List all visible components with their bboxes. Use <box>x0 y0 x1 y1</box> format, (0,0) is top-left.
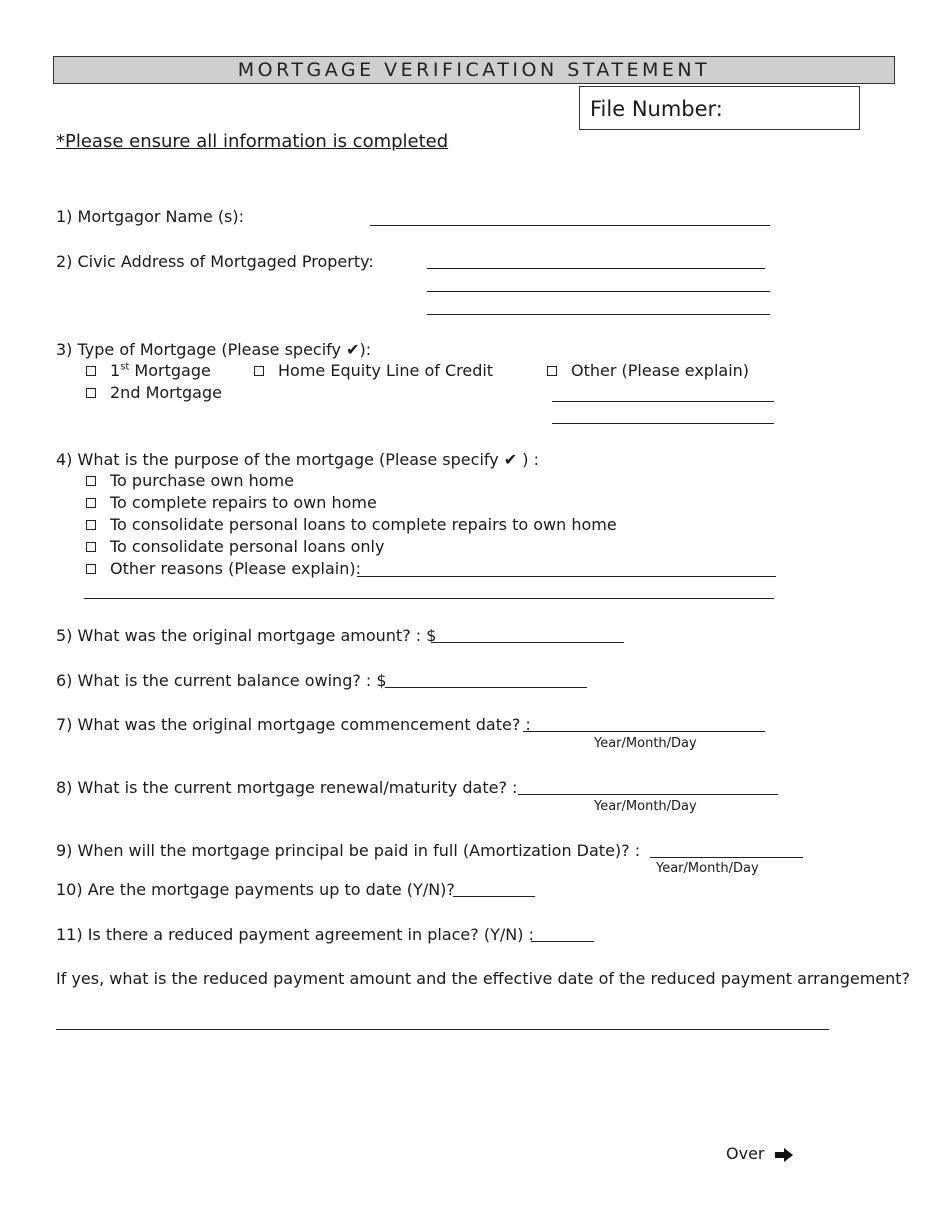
over-label: Over <box>726 1144 765 1163</box>
other-type-label: Other (Please explain) <box>571 361 750 380</box>
q2-label: 2) Civic Address of Mortgaged Property: <box>56 252 374 271</box>
purpose-option-4: To consolidate personal loans only <box>110 537 385 556</box>
purpose-option-2: To complete repairs to own home <box>110 493 377 512</box>
home-equity-checkbox[interactable] <box>254 366 264 376</box>
purpose-option-3: To consolidate personal loans to complete repairs to own home <box>110 515 617 534</box>
purpose-option-5: Other reasons (Please explain): <box>110 559 361 578</box>
q5-label: 5) What was the original mortgage amount? : $ <box>56 626 437 645</box>
purpose-checkbox-5[interactable] <box>86 564 96 574</box>
purpose-checkbox-2[interactable] <box>86 498 96 508</box>
other-type-line-1[interactable] <box>552 401 774 402</box>
other-type-checkbox[interactable] <box>547 366 557 376</box>
q6-label: 6) What is the current balance owing? : $ <box>56 671 387 690</box>
other-type-line-2[interactable] <box>552 423 774 424</box>
first-mortgage-checkbox[interactable] <box>86 366 96 376</box>
address-line-1[interactable] <box>427 268 765 269</box>
purpose-option-1: To purchase own home <box>110 471 294 490</box>
form-title: MORTGAGE VERIFICATION STATEMENT <box>53 56 895 84</box>
payments-up-to-date-line[interactable] <box>453 896 535 897</box>
current-balance-line[interactable] <box>385 687 587 688</box>
purpose-checkbox-4[interactable] <box>86 542 96 552</box>
followup-question: If yes, what is the reduced payment amount and the effective date of the reduced payment arrangement? <box>56 969 911 988</box>
commencement-date-hint: Year/Month/Day <box>594 736 697 751</box>
q9-label: 9) When will the mortgage principal be paid in full (Amortization Date)? : <box>56 841 641 860</box>
other-reasons-line-1[interactable] <box>357 576 776 577</box>
mortgagor-name-line[interactable] <box>370 225 770 226</box>
second-mortgage-checkbox[interactable] <box>86 388 96 398</box>
amortization-date-hint: Year/Month/Day <box>656 861 759 876</box>
q8-label: 8) What is the current mortgage renewal/maturity date? : <box>56 778 518 797</box>
file-number-field[interactable]: File Number: <box>579 86 860 130</box>
purpose-checkbox-1[interactable] <box>86 476 96 486</box>
purpose-checkbox-3[interactable] <box>86 520 96 530</box>
home-equity-label: Home Equity Line of Credit <box>278 361 494 380</box>
q11-label: 11) Is there a reduced payment agreement in place? (Y/N) : <box>56 925 534 944</box>
followup-answer-line[interactable] <box>56 1029 829 1030</box>
q1-label: 1) Mortgagor Name (s): <box>56 207 245 226</box>
renewal-date-hint: Year/Month/Day <box>594 799 697 814</box>
other-reasons-line-2[interactable] <box>84 598 774 599</box>
over-indicator <box>726 1144 794 1164</box>
reduced-agreement-line[interactable] <box>531 941 594 942</box>
amortization-date-line[interactable] <box>650 857 803 858</box>
q4-label: 4) What is the purpose of the mortgage (Please specify ✔ ) : <box>56 450 539 469</box>
second-mortgage-label: 2nd Mortgage <box>110 383 222 402</box>
address-line-2[interactable] <box>427 291 770 292</box>
completion-notice: *Please ensure all information is completed <box>56 131 449 152</box>
first-mortgage-label: 1st Mortgage <box>110 361 211 380</box>
original-amount-line[interactable] <box>432 642 624 643</box>
address-line-3[interactable] <box>427 314 770 315</box>
q10-label: 10) Are the mortgage payments up to date (Y/N)? <box>56 880 455 899</box>
right-arrow-icon <box>774 1147 794 1163</box>
renewal-date-line[interactable] <box>518 794 778 795</box>
q7-label: 7) What was the original mortgage commencement date? : <box>56 715 531 734</box>
q3-label: 3) Type of Mortgage (Please specify ✔): <box>56 340 372 359</box>
commencement-date-line[interactable] <box>523 731 765 732</box>
